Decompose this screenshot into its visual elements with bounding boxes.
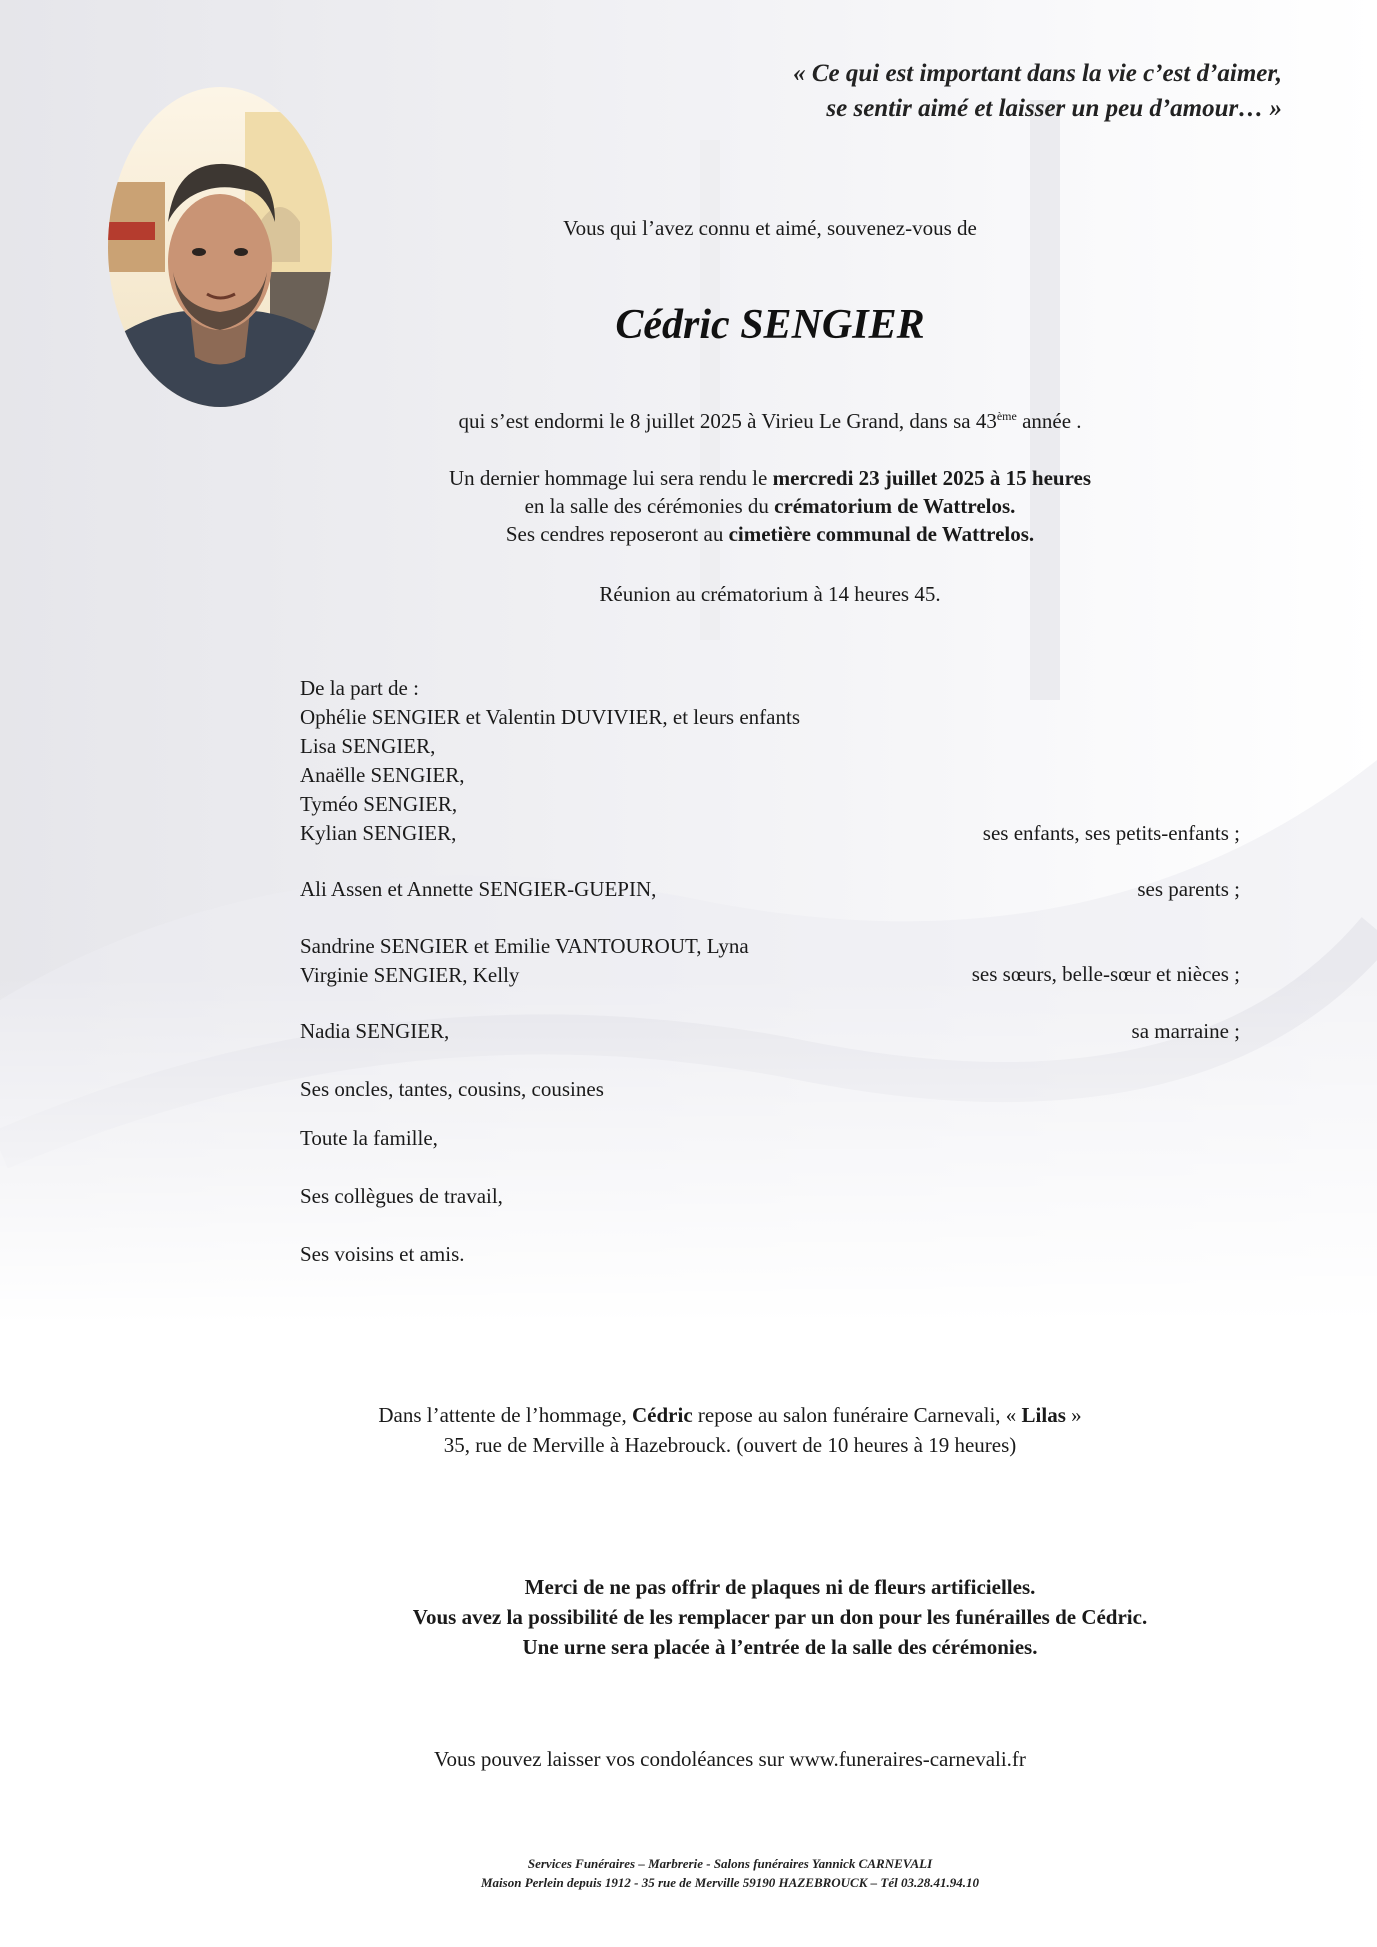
portrait-photo <box>95 72 345 422</box>
relation-label: ses parents ; <box>1137 877 1240 901</box>
family-parents-group <box>300 875 1240 904</box>
notice-line: Vous avez la possibilité de les remplacer par un don pour les funérailles de Cédric. <box>412 1605 1148 1629</box>
family-name-line: Tyméo SENGIER, <box>300 792 458 816</box>
deceased-name: Cédric SENGIER <box>615 302 925 348</box>
salon-name: Lilas <box>1021 1403 1066 1427</box>
ceremony-line-2 <box>340 492 1200 520</box>
family-sisters-group <box>300 932 1240 990</box>
ceremony-text: Un dernier hommage lui sera rendu le <box>448 466 773 490</box>
ceremony-block <box>340 464 1200 548</box>
quote-line-1: « Ce qui est important dans la vie c’est d’aimer, <box>793 60 1282 87</box>
repose-line-2: 35, rue de Merville à Hazebrouck. (ouvert de 10 heures à 19 heures) <box>443 1433 1017 1457</box>
death-superscript: ème <box>996 409 1017 423</box>
intro-line: Vous qui l’avez connu et aimé, souvenez-vous de <box>563 216 977 240</box>
death-text-end: année . <box>1016 409 1082 433</box>
repose-text: Dans l’attente de l’hommage, <box>378 1403 633 1427</box>
repose-name: Cédric <box>632 1403 693 1427</box>
family-other-line: Ses collègues de travail, <box>300 1184 503 1208</box>
family-other-line: Toute la famille, <box>300 1126 438 1150</box>
cemetery-name: cimetière communal de Wattrelos. <box>728 522 1035 546</box>
relation-label: ses enfants, ses petits-enfants ; <box>982 821 1240 845</box>
footer-line-2: Maison Perlein depuis 1912 - 35 rue de Merville 59190 HAZEBROUCK – Tél 03.28.41.94.10 <box>481 1875 979 1890</box>
ceremony-date: mercredi 23 juillet 2025 à 15 heures <box>772 466 1092 490</box>
family-name-line: Anaëlle SENGIER, <box>300 763 465 787</box>
family-name-line: Virginie SENGIER, Kelly <box>300 963 520 987</box>
notice-line: Une urne sera placée à l’entrée de la salle des cérémonies. <box>522 1635 1038 1659</box>
condolences-line: Vous pouvez laisser vos condoléances sur www.funeraires-carnevali.fr <box>434 1747 1026 1771</box>
family-name-line: Lisa SENGIER, <box>300 734 436 758</box>
footer-line-1: Services Funéraires – Marbrerie - Salons funéraires Yannick CARNEVALI <box>527 1856 933 1871</box>
repose-text: » <box>1065 1403 1082 1427</box>
ceremony-text: Ses cendres reposeront au <box>505 522 729 546</box>
family-name-line: Kylian SENGIER, <box>300 821 457 845</box>
death-text: qui s’est endormi le 8 juillet 2025 à Virieu Le Grand, dans sa 43 <box>458 409 997 433</box>
ceremony-line-3 <box>340 520 1200 548</box>
repose-text: repose au salon funéraire Carnevali, « <box>692 1403 1022 1427</box>
ceremony-line-1 <box>340 464 1200 492</box>
family-name-line: Sandrine SENGIER et Emilie VANTOUROUT, Lyna <box>300 934 749 958</box>
ceremony-text: en la salle des cérémonies du <box>524 494 775 518</box>
reunion-line: Réunion au crématorium à 14 heures 45. <box>599 582 941 606</box>
family-other-line: Ses voisins et amis. <box>300 1242 465 1266</box>
family-godmother-group <box>300 1017 1240 1046</box>
family-children-group <box>300 703 1240 848</box>
family-name-line: Nadia SENGIER, <box>300 1019 450 1043</box>
family-intro: De la part de : <box>300 676 419 700</box>
repose-block <box>300 1400 1160 1460</box>
epigraph-quote <box>582 56 1282 126</box>
family-other-line: Ses oncles, tantes, cousins, cousines <box>300 1077 604 1101</box>
quote-line-2: se sentir aimé et laisser un peu d’amour… » <box>826 95 1282 122</box>
repose-line-1 <box>300 1400 1160 1430</box>
ceremony-place: crématorium de Wattrelos. <box>774 494 1016 518</box>
death-notice-line <box>340 407 1200 435</box>
relation-label: ses sœurs, belle-sœur et nièces ; <box>971 962 1240 986</box>
relation-label: sa marraine ; <box>1131 1019 1240 1043</box>
family-name-line: Ophélie SENGIER et Valentin DUVIVIER, et leurs enfants <box>300 705 801 729</box>
funeral-home-footer <box>300 1854 1160 1892</box>
notice-line: Merci de ne pas offrir de plaques ni de fleurs artificielles. <box>524 1575 1036 1599</box>
family-name-line: Ali Assen et Annette SENGIER-GUEPIN, <box>300 877 657 901</box>
flowers-notice <box>280 1572 1280 1662</box>
